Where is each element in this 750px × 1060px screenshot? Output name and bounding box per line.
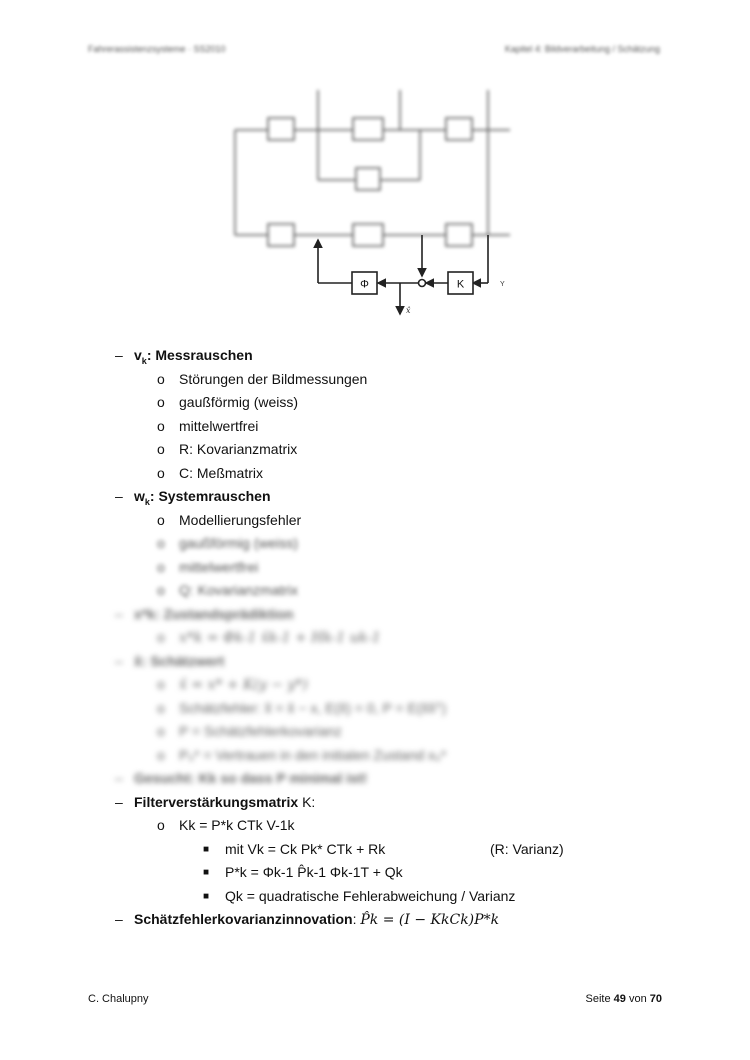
label-y: Y [500,281,505,288]
list-item: o P₀* = Vertrauen in den initialen Zustand x₀* [157,746,447,763]
filter-gain-equation: o Kk = P*k CTk V-1k [157,817,295,833]
list-item: o Q: Kovarianzmatrix [157,582,299,598]
bullet-vk: – $v_k$: Messrauschen [115,347,253,366]
label-k: K [456,278,465,291]
list-item: o R: Kovarianzmatrix [157,441,298,457]
label-xk: x̂ [406,306,411,315]
header-left: Fahrerassistenzsysteme · SS2010 [88,44,226,54]
list-item: ■ P*k = Φk-1 P̂k-1 Φk-1T + Qk [203,864,403,880]
kalman-block-diagram [220,82,520,332]
footer-page-number: Seite 49 von 70 [585,993,662,1005]
list-item: ■ mit Vk = Ck Pk* CTk + Rk (R: Varianz) [115,838,675,862]
summing-node [419,280,426,287]
bullet-sought: – Gesucht: Kk so dass P minimal ist! [115,770,368,786]
list-item: o mittelwertfrei [157,558,259,575]
list-item: o P = Schätzfehlerkovarianz [157,723,342,739]
bullet-prediction: – x*k: Zustandsprädiktion [115,605,294,622]
header-right: Kapitel 4: Bildverarbeitung / Schätzung [504,44,660,54]
list-item: o mittelwertfrei [157,417,259,434]
diagram-blurred-region [235,90,510,246]
list-item: o Modellierungsfehler [157,511,302,528]
list-item: o Störungen der Bildmessungen [157,370,368,387]
list-item: o x*k = Φk-1 x̂k-1 + Hk-1 uk-1 [157,629,381,646]
list-item: o x̂ = x* + K(y − y*) [157,676,308,693]
label-phi: Φ [360,278,369,291]
list-item: o gaußförmig (weiss) [157,535,299,551]
list-item: o Schätzfehler: x̃ = x̂ − x, E(x̃) = 0, P = E(x̃x̃ᵀ) [157,699,447,716]
list-item: ■ Qk = quadratische Fehlerabweichung / Varianz [203,887,516,904]
list-item: o gaußförmig (weiss) [157,394,299,410]
variance-note: (R: Varianz) [490,840,564,857]
notes-list [115,344,675,932]
bullet-covariance-innovation: – Schätzfehlerkovarianzinnovation: P̂k = (I − KkCk)P*k [115,911,500,928]
bullet-wk: – $w_k$: Systemrauschen [115,488,271,507]
list-item: o C: Meßmatrix [157,464,263,481]
footer-author: C. Chalupny [88,993,149,1005]
bullet-estimate: – x̂: Schätzwert [115,652,225,669]
bullet-filter-gain: – Filterverstärkungsmatrix K: [115,793,316,810]
